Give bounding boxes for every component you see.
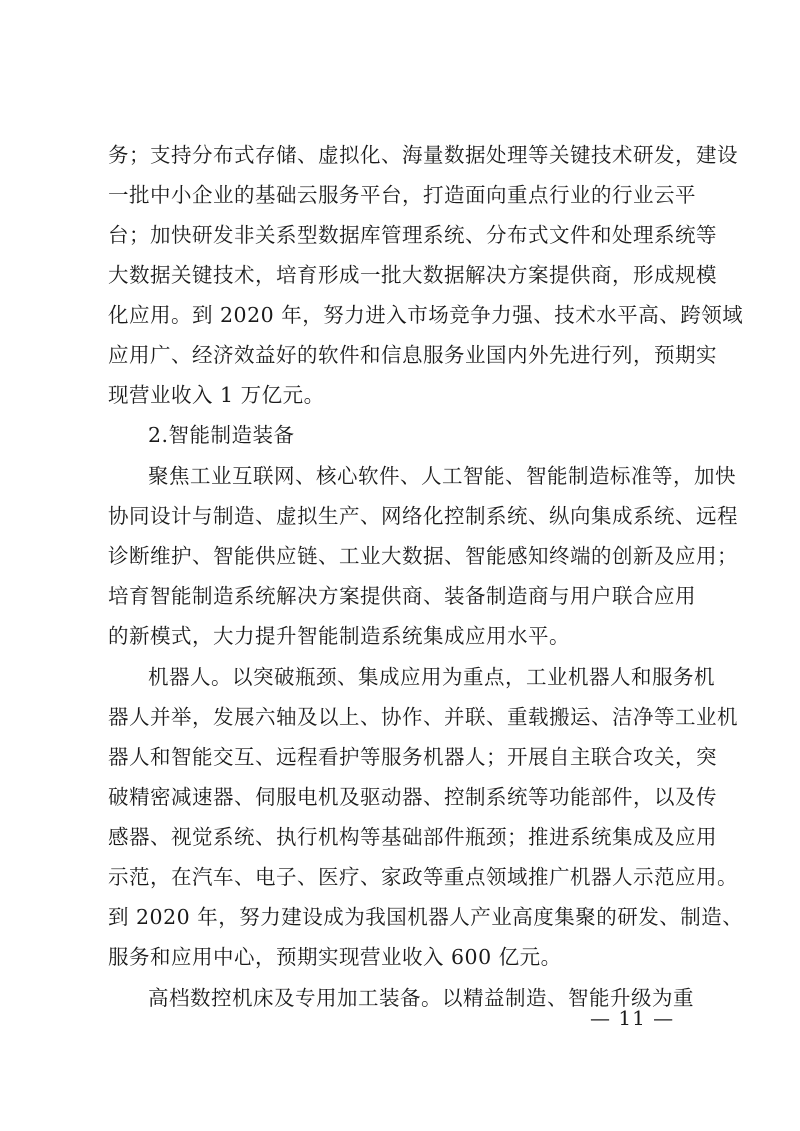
text-line: 诊断维护、智能供应链、工业大数据、智能感知终端的创新及应用； — [108, 544, 738, 568]
text-line: 的新模式，大力提升智能制造系统集成应用水平。 — [108, 624, 570, 648]
section-heading: 2.智能制造装备 — [148, 423, 295, 447]
text-line: 到 2020 年，努力建设成为我国机器人产业高度集聚的研发、制造、 — [108, 905, 744, 929]
text-line: 器人并举，发展六轴及以上、协作、并联、重载搬运、洁净等工业机 — [108, 705, 738, 729]
text-line: 器人和智能交互、远程看护等服务机器人；开展自主联合攻关，突 — [108, 745, 717, 769]
text-line: 现营业收入 1 万亿元。 — [108, 383, 325, 407]
text-line: 务；支持分布式存储、虚拟化、海量数据处理等关键技术研发，建设 — [108, 143, 738, 167]
text-line: 感器、视觉系统、执行机构等基础部件瓶颈；推进系统集成及应用 — [108, 825, 717, 849]
text-line: 台；加快研发非关系型数据库管理系统、分布式文件和处理系统等 — [108, 223, 717, 247]
text-line: 示范，在汽车、电子、医疗、家政等重点领域推广机器人示范应用。 — [108, 865, 738, 889]
text-line: 应用广、经济效益好的软件和信息服务业国内外先进行列，预期实 — [108, 343, 717, 367]
paragraph-first-line: 机器人。以突破瓶颈、集成应用为重点，工业机器人和服务机 — [148, 665, 715, 689]
text-line: 大数据关键技术，培育形成一批大数据解决方案提供商，形成规模 — [108, 263, 717, 287]
text-line: 破精密减速器、伺服电机及驱动器、控制系统等功能部件，以及传 — [108, 785, 717, 809]
text-line: 化应用。到 2020 年，努力进入市场竞争力强、技术水平高、跨领域 — [108, 303, 744, 327]
page-number: — 11 — — [590, 1006, 675, 1030]
paragraph-first-line: 高档数控机床及专用加工装备。以精益制造、智能升级为重 — [148, 986, 694, 1010]
text-line: 一批中小企业的基础云服务平台，打造面向重点行业的行业云平 — [108, 183, 696, 207]
text-line: 协同设计与制造、虚拟生产、网络化控制系统、纵向集成系统、远程 — [108, 504, 738, 528]
text-line: 培育智能制造系统解决方案提供商、装备制造商与用户联合应用 — [108, 584, 696, 608]
paragraph-first-line: 聚焦工业互联网、核心软件、人工智能、智能制造标准等，加快 — [148, 464, 736, 488]
text-line: 服务和应用中心，预期实现营业收入 600 亿元。 — [108, 945, 562, 969]
